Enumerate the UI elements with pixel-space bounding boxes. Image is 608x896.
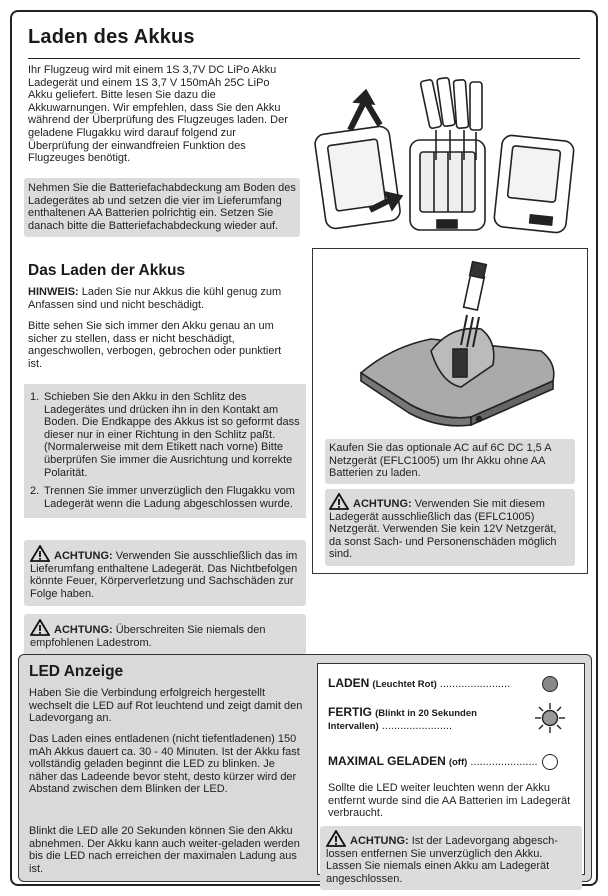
led-states-panel [317,663,585,885]
warning-box-current [24,614,306,655]
led-state-dots: ...................... [470,756,538,768]
warning-text: Verwenden Sie ausschließlich das im Lieferumfang enthaltene Ladegerät. Das Nichtbefolgen könnte Feuer, Körperverletzung und Sachschäden zur Folge haben. [30,550,298,600]
intro-paragraph: Ihr Flugzeug wird mit einem 1S 3,7V DC LiPo Akku Ladegerät und einem 1S 3,7 V 150mAh 25C LiPo Akku geliefert. Bitte lesen Sie dazu die Akkuwarnungen. Wir empfehlen, dass Sie den Akku während der Überprüfung des Flugzeuges laden. Der geladene Flugakku wird darauf folgend zur Überprüfung der einwandfreien Funktion des Flugzeuges benötigt. [28,64,288,165]
led-red-icon [542,676,558,692]
warning-text: Ist der Ladevorgang abgesch-lossen entfernen Sie unverzüglich den Akku. Lassen Sie niemals einen Akku am Ladegerät angeschlossen. [326,835,558,885]
check-battery-paragraph: Bitte sehen Sie sich immer den Akku genau an um sicher zu stellen, dass er nicht beschädigt, angeschwollen, verbogen, gebrochen oder punktiert ist. [28,320,282,370]
warning-text: Überschreiten Sie niemals den empfohlenen Ladestrom. [30,624,266,649]
led-paragraph-2: Das Laden eines entladenen (nicht tiefentladenen) 150 mAh Akkus dauert ca. 30 - 40 Minuten. Ist der Akku fast vollständig geladen beginnt die LED zu blinken. Je näher das Ladeende bevor steht, desto kürzer wird der Abstand zwischen dem Blinken der LED. [29,733,300,796]
warning-label: ACHTUNG: [353,498,412,510]
hinweis-paragraph [28,286,290,311]
led-warning [320,826,582,890]
charger-dock-illustration [321,255,579,430]
step-2-text: Trennen Sie immer unverzüglich den Flugakku vom Ladegerät wenn die Ladung abgeschlossen wurde. [44,485,295,510]
led-state-name: FERTIG [328,705,372,719]
led-state-dots: ....................... [381,720,453,732]
led-paragraph-1: Haben Sie die Verbindung erfolgreich hergestellt wechselt die LED auf Rot leuchtend und zeigt damit den Ladevorgang an. [29,687,303,725]
led-state-maximal [328,754,538,768]
led-state-fertig [328,706,528,733]
led-state-detail: (Blinkt in 20 Sekunden Intervallen) [328,708,477,732]
step-2 [30,485,300,510]
step-2-number: 2. [30,485,40,498]
warning-icon [30,545,50,562]
steps-box [24,384,306,518]
hinweis-text: Laden Sie nur Akkus die kühl genug zum Anfassen sind und nicht beschädigt. [28,286,282,311]
led-state-detail: (Leuchtet Rot) [372,679,437,690]
led-section [18,654,592,885]
led-state-name: MAXIMAL GELADEN [328,754,446,768]
page-title: Laden des Akkus [28,26,195,48]
led-state-dots: ....................... [439,678,511,690]
hinweis-label: HINWEIS: [28,286,79,298]
adapter-box [312,248,588,574]
battery-install-paragraph: Nehmen Sie die Batteriefachabdeckung am Boden des Ladegerätes ab und setzen die vier im Lieferumfang enthaltenen AA Batterien polrichtig ein. Setzen Sie danach bitte die Batteriefachabdeckung wieder auf. [24,178,300,237]
step-1-number: 1. [30,391,40,403]
warning-icon [329,493,349,510]
warning-icon [326,830,346,847]
warning-label: ACHTUNG: [350,835,409,847]
led-heading: LED Anzeige [29,663,124,680]
led-paragraph-3: Blinkt die LED alle 20 Sekunden können Sie den Akku abnehmen. Der Akku kann auch weiter-geladen werden bis die LED nach erreichen der maximalen Ladung aus ist. [29,825,300,875]
led-state-name: LADEN [328,676,370,690]
warning-label: ACHTUNG: [54,624,113,636]
charger-battery-illustration [310,60,590,240]
step-1 [30,391,300,479]
manual-page [10,10,598,886]
led-state-laden [328,676,510,690]
charging-heading: Das Laden der Akkus [28,262,186,279]
warning-label: ACHTUNG: [54,550,113,562]
title-divider [28,58,580,59]
warning-box-charger [24,540,306,606]
warning-text: Verwenden Sie mit diesem Ladegerät ausschließlich das (EFLC1005) Netzgerät. Verwenden Sie kein 12V Netzgerät, da sonst Sach- und Personenschäden möglich sind. [329,498,557,561]
led-blinking-icon [534,702,566,734]
adapter-warning [325,489,575,566]
led-note: Sollte die LED weiter leuchten wenn der Akku entfernt wurde sind die AA Batterien im Ladegerät verbraucht. [328,782,571,820]
warning-icon [30,619,50,636]
led-off-icon [542,754,558,770]
adapter-paragraph: Kaufen Sie das optionale AC auf 6C DC 1,5 A Netzgerät (EFLC1005) um Ihr Akku ohne AA Batterien zu laden. [325,439,575,484]
step-1-text: Schieben Sie den Akku in den Schlitz des Ladegerätes und drücken ihn in den Kontakt am Boden. Die Endkappe des Akkus ist so geformt dass dieser nur in einer Richtung in den Schlitz paßt. (Normalerweise mit dem Etikett nach vorne) Bitte überprüfen Sie immer die Ausrichtung und korrekte Polarität. [44,391,300,479]
led-state-detail: (off) [448,757,468,768]
